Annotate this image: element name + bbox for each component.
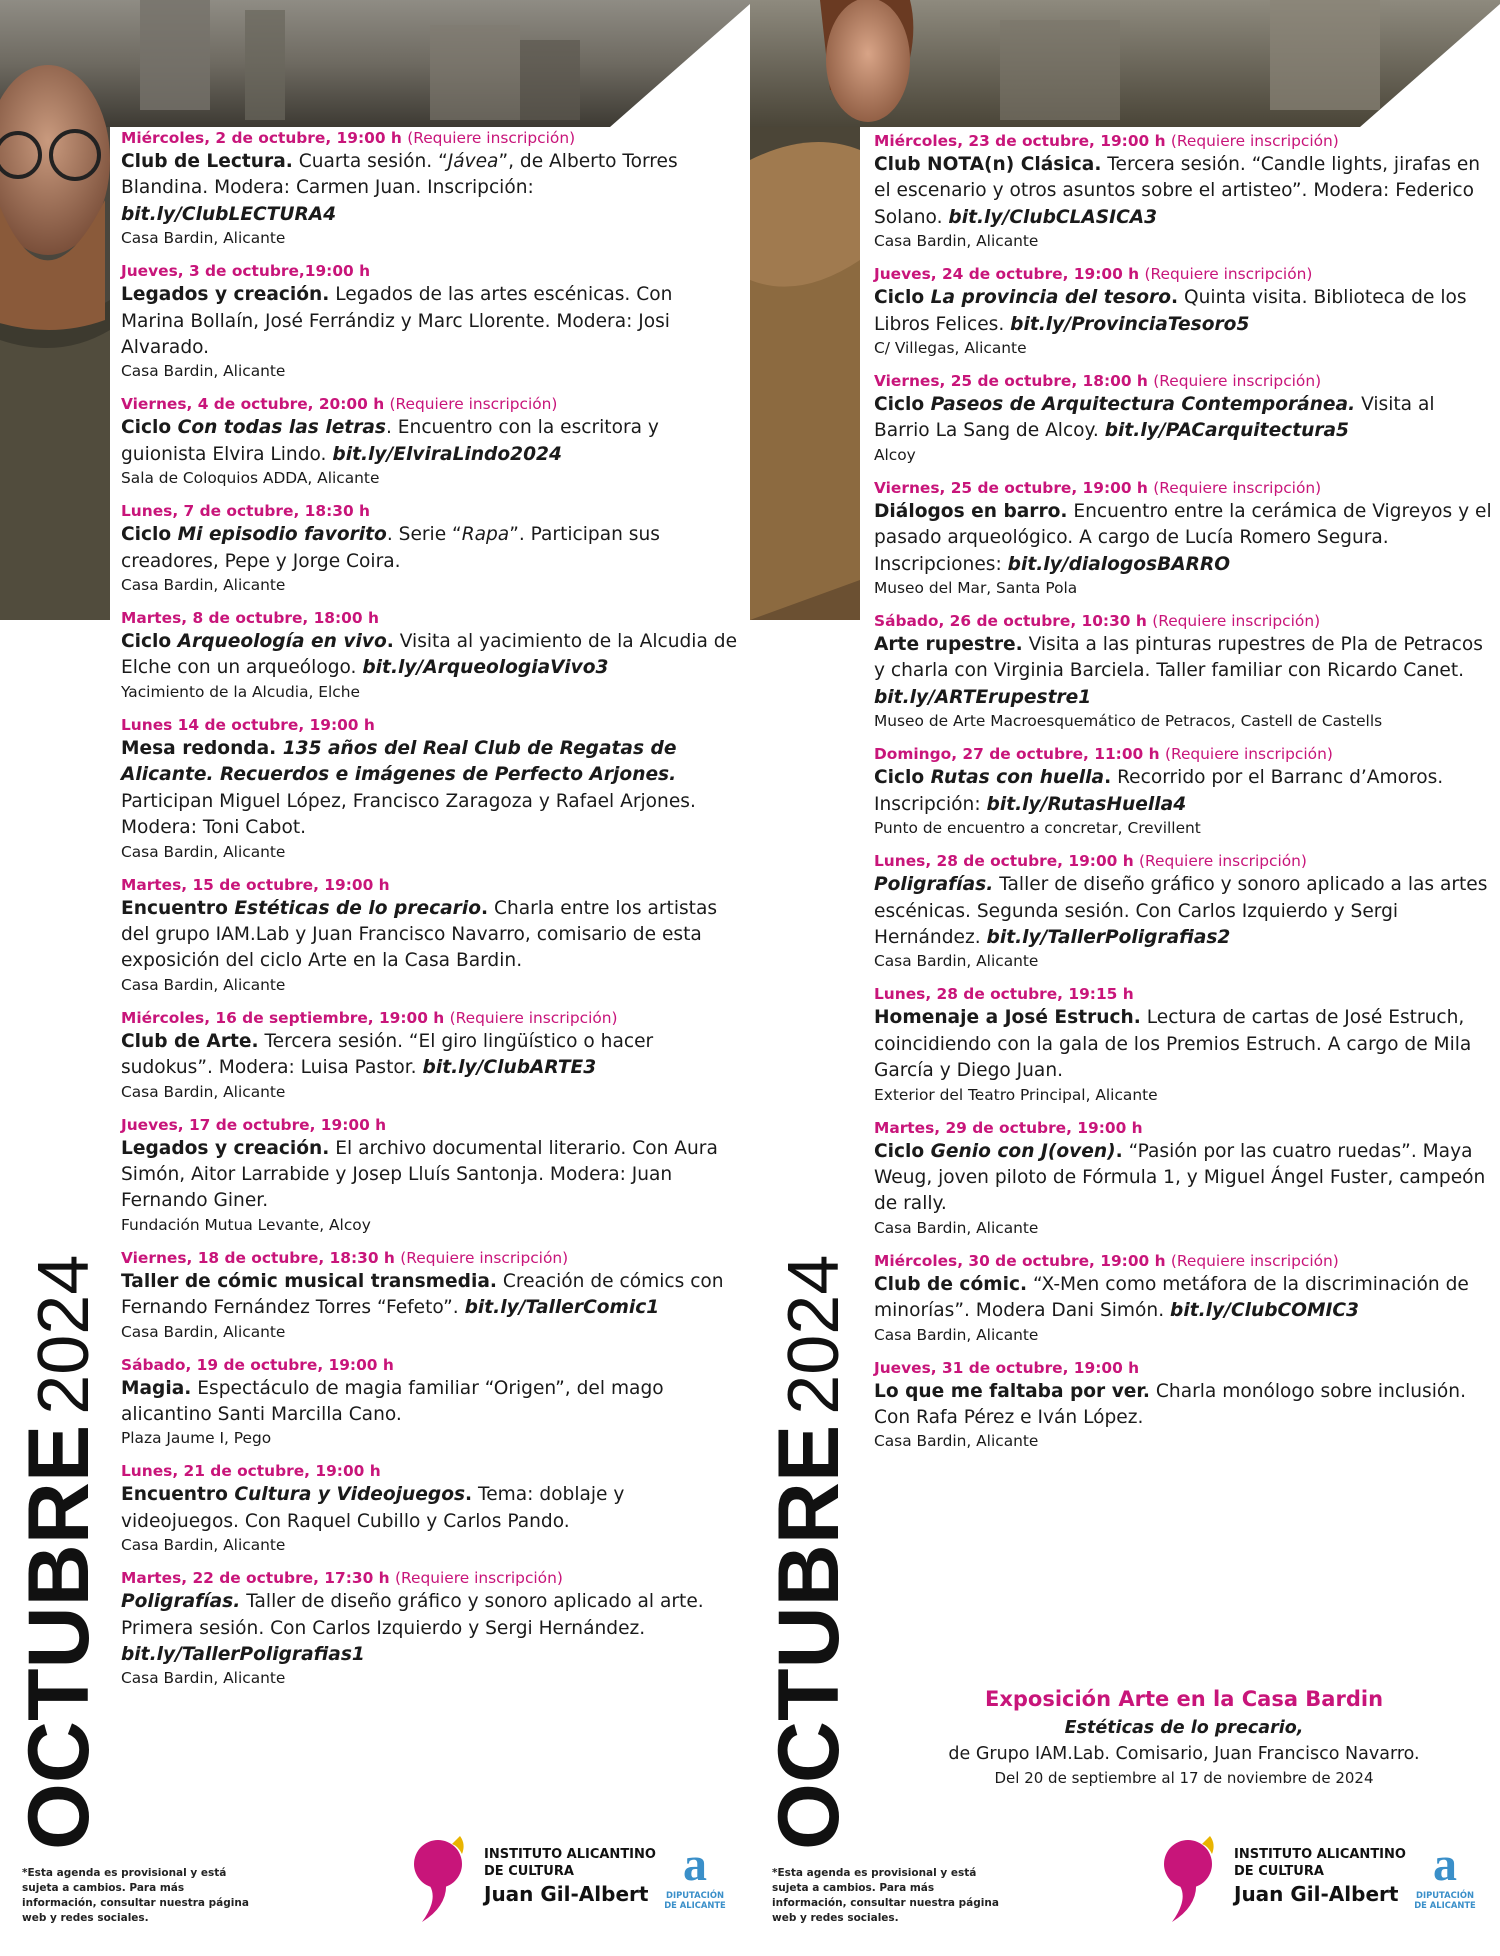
description-segment: Genio con J(oven)	[930, 1140, 1116, 1162]
description-segment: Charla monólogo sobre inclusión. Con Rafa Pérez e Iván López.	[874, 1380, 1466, 1428]
description-segment: Ciclo	[874, 1140, 931, 1162]
event-date	[874, 850, 1494, 872]
description-segment: Diálogos en barro.	[874, 500, 1068, 522]
description-segment: Club de Arte.	[121, 1030, 259, 1052]
event-date-text: Lunes, 21 de octubre, 19:00 h	[121, 1462, 381, 1481]
event-description	[121, 1269, 741, 1322]
institute-logo[interactable]	[408, 1832, 656, 1932]
signup-link[interactable]: bit.ly/TallerPoligrafias1	[121, 1644, 365, 1665]
registration-note: (Requiere inscripción)	[389, 395, 558, 414]
event-date-text: Jueves, 31 de octubre, 19:00 h	[874, 1358, 1140, 1377]
registration-note: (Requiere inscripción)	[1153, 478, 1322, 497]
event-item	[121, 1354, 741, 1450]
partner-line-2: DE ALICANTE	[664, 1900, 726, 1910]
logo-line-1: INSTITUTO ALICANTINO	[484, 1847, 656, 1862]
event-item	[874, 610, 1494, 732]
event-date-text: Jueves, 17 de octubre, 19:00 h	[121, 1115, 387, 1134]
diputacion-text	[660, 1890, 730, 1910]
event-date-text: Domingo, 27 de octubre, 11:00 h	[874, 745, 1160, 764]
partner-line-1: DIPUTACIÓN	[1416, 1890, 1474, 1900]
event-date	[874, 370, 1494, 392]
description-segment: Visita a las pinturas rupestres de Pla de Petracos y charla con Virginia Barciela. Taller familiar con Ricardo Canet.	[874, 634, 1483, 682]
description-segment: Arte rupestre.	[874, 634, 1023, 656]
signup-link[interactable]: bit.ly/ProvinciaTesoro5	[1010, 313, 1250, 335]
comma-logo-icon	[408, 1834, 478, 1924]
event-date-text: Lunes, 28 de octubre, 19:00 h	[874, 852, 1134, 871]
exposition-block	[874, 1683, 1494, 1789]
logo-line-1: INSTITUTO ALICANTINO	[1234, 1847, 1406, 1862]
event-date	[121, 260, 741, 282]
description-segment: Club de cómic.	[874, 1273, 1028, 1295]
event-date-text: Lunes 14 de octubre, 19:00 h	[121, 715, 375, 734]
description-segment: Quinta visita. Biblioteca de los Libros Felices.	[874, 287, 1467, 335]
event-item	[121, 393, 741, 489]
event-description	[121, 629, 741, 682]
registration-note: (Requiere inscripción)	[394, 1569, 563, 1588]
event-item	[874, 1250, 1494, 1346]
description-segment: Taller de cómic musical transmedia.	[121, 1270, 497, 1292]
event-location: Casa Bardin, Alicante	[874, 1218, 1039, 1237]
event-date-text: Sábado, 19 de octubre, 19:00 h	[121, 1355, 394, 1374]
event-date	[874, 610, 1494, 632]
event-date-text: Miércoles, 16 de septiembre, 19:00 h	[121, 1008, 445, 1027]
description-segment: Recorrido por el Barranc d’Amoros. Inscripción:	[874, 767, 1444, 815]
description-segment: Homenaje a José Estruch.	[874, 1007, 1141, 1029]
registration-note: (Requiere inscripción)	[1170, 1251, 1339, 1270]
description-segment: Ciclo	[874, 287, 931, 309]
description-segment: . Encuentro con la escritora y guionista Elvira Lindo.	[121, 417, 659, 465]
event-description	[121, 1589, 741, 1668]
event-description	[121, 282, 741, 361]
event-item	[874, 263, 1494, 359]
description-segment: Taller de diseño gráfico y sonoro aplicado al arte. Primera sesión. Con Carlos Izquierdo y Sergi Hernández.	[121, 1591, 704, 1639]
description-segment: Taller de diseño gráfico y sonoro aplicado a las artes escénicas. Segunda sesión. Con Carlos Izquierdo y Sergi Hernández.	[874, 874, 1488, 948]
description-segment: Encuentro entre la cerámica de Vigreyos y el pasado arqueológico. A cargo de Lucía Romero Segura. Inscripciones:	[874, 500, 1492, 575]
description-segment: .	[386, 631, 394, 653]
signup-link[interactable]: bit.ly/dialogosBARRO	[1007, 553, 1231, 575]
event-description	[874, 392, 1494, 445]
description-segment: Legados y creación.	[121, 1137, 330, 1159]
event-description	[121, 1136, 741, 1215]
description-segment: . Serie “	[386, 524, 462, 546]
event-location: Punto de encuentro a concretar, Crevillent	[874, 819, 1201, 838]
disclaimer-note: *Esta agenda es provisional y está sujeta a cambios. Para más información, consultar nuestra página web y redes sociales.	[22, 1867, 249, 1924]
event-item	[121, 500, 741, 596]
year-text: 2024	[24, 1254, 104, 1415]
event-location: Alcoy	[874, 445, 916, 464]
event-date	[121, 393, 741, 415]
description-segment: Estéticas de lo precario	[234, 897, 481, 919]
month-text: OCTUBRE	[11, 1424, 107, 1850]
event-date	[121, 1354, 741, 1376]
description-segment: Visita al yacimiento de la Alcudia de Elche con un arqueólogo.	[121, 631, 738, 679]
event-date-text: Martes, 22 de octubre, 17:30 h	[121, 1569, 390, 1588]
event-location: Casa Bardin, Alicante	[121, 842, 286, 861]
signup-link[interactable]: bit.ly/ARTErupestre1	[874, 686, 1092, 708]
event-location: Casa Bardin, Alicante	[121, 362, 286, 381]
event-date	[121, 714, 741, 736]
year-text: 2024	[774, 1254, 854, 1415]
description-segment: Lo que me faltaba por ver.	[874, 1380, 1151, 1402]
description-segment: Magia.	[121, 1377, 192, 1399]
event-location: Exterior del Teatro Principal, Alicante	[874, 1085, 1158, 1104]
event-date	[121, 1247, 741, 1269]
description-segment: .	[1115, 1140, 1123, 1162]
event-location: Museo del Mar, Santa Pola	[874, 579, 1078, 598]
description-segment: Visita al Barrio La Sang de Alcoy.	[874, 394, 1435, 442]
description-segment: Espectáculo de magia familiar “Origen”, del mago alicantino Santi Marcilla Cano.	[121, 1377, 664, 1425]
event-item	[874, 1357, 1494, 1453]
event-date-text: Miércoles, 23 de octubre, 19:00 h	[874, 132, 1166, 150]
description-segment: Rapa	[461, 524, 510, 546]
registration-note: (Requiere inscripción)	[1152, 612, 1321, 631]
event-item	[874, 850, 1494, 972]
description-segment: 135 años del Real Club de Regatas de Alicante. Recuerdos e imágenes de Perfecto Arjones.	[121, 737, 677, 786]
vertical-month-title	[11, 1210, 107, 1850]
event-date-text: Martes, 15 de octubre, 19:00 h	[121, 875, 390, 894]
registration-note: (Requiere inscripción)	[1139, 852, 1307, 871]
event-item	[121, 127, 741, 249]
event-location: Casa Bardin, Alicante	[874, 1325, 1039, 1344]
event-date-text: Viernes, 4 de octubre, 20:00 h	[121, 395, 385, 414]
event-description	[121, 736, 741, 842]
description-segment: Ciclo	[874, 394, 931, 416]
event-location: Casa Bardin, Alicante	[121, 229, 286, 248]
institute-logo-right[interactable]	[1158, 1832, 1406, 1932]
event-date-text: Sábado, 26 de octubre, 10:30 h	[874, 612, 1147, 631]
event-description	[121, 415, 741, 468]
event-description	[121, 896, 741, 975]
description-segment: .	[1104, 767, 1112, 789]
registration-note: (Requiere inscripción)	[449, 1008, 618, 1027]
disclaimer-note-right: *Esta agenda es provisional y está sujeta a cambios. Para más información, consultar nuestra página web y redes sociales.	[772, 1867, 999, 1924]
event-description	[121, 522, 741, 575]
event-date	[121, 607, 741, 629]
exposition-title: Exposición Arte en la Casa Bardin	[984, 1687, 1384, 1711]
month-text: OCTUBRE	[761, 1424, 857, 1850]
description-segment: Paseos de Arquitectura Contemporánea.	[930, 394, 1356, 416]
page-right	[750, 0, 1500, 1956]
description-segment: Legados de las artes escénicas. Con Marina Bollaín, José Ferrándiz y Marc Llorente. Modera: Josi Alvarado.	[121, 284, 673, 359]
event-date	[121, 1114, 741, 1136]
description-segment: Poligrafías.	[874, 874, 994, 896]
event-item	[874, 983, 1494, 1105]
event-item	[121, 1007, 741, 1103]
event-date-text: Jueves, 3 de octubre,19:00 h	[121, 262, 371, 281]
event-date-text: Martes, 8 de octubre, 18:00 h	[121, 609, 379, 628]
event-item	[121, 1460, 741, 1556]
event-date	[874, 1357, 1494, 1379]
event-location: Casa Bardin, Alicante	[121, 975, 286, 994]
event-description	[874, 765, 1494, 818]
event-location: Casa Bardin, Alicante	[874, 232, 1039, 251]
event-date-text: Miércoles, 30 de octubre, 19:00 h	[874, 1251, 1166, 1270]
diputacion-a-icon	[1424, 1838, 1466, 1891]
description-segment: Club de Lectura.	[121, 151, 293, 172]
description-segment: Creación de cómics con Fernando Fernández Torres “Fefeto”.	[121, 1270, 724, 1319]
event-item	[874, 130, 1494, 252]
event-date-text: Jueves, 24 de octubre, 19:00 h	[874, 265, 1145, 284]
description-segment: Mesa redonda.	[121, 737, 283, 759]
event-location: Casa Bardin, Alicante	[874, 1432, 1039, 1451]
event-item	[874, 1117, 1494, 1239]
description-segment: .	[1171, 287, 1179, 309]
description-segment: Jávea	[447, 151, 499, 172]
diputacion-logo-right[interactable]	[1410, 1840, 1480, 1920]
event-date	[874, 743, 1494, 765]
svg-text:OCTUBRE2024	[761, 1255, 857, 1850]
event-date-text: Viernes, 25 de octubre, 19:00 h	[874, 478, 1148, 497]
event-location: Casa Bardin, Alicante	[121, 1322, 286, 1341]
logo-text	[1234, 1846, 1406, 1908]
event-item	[121, 607, 741, 703]
event-list-right	[874, 130, 1494, 1463]
event-location: Casa Bardin, Alicante	[121, 1082, 286, 1101]
event-description	[874, 152, 1494, 231]
octubre-2024-vertical	[11, 1210, 107, 1850]
event-description	[874, 1005, 1494, 1084]
description-segment: Club NOTA(n) Clásica.	[874, 154, 1102, 175]
description-segment: La provincia del tesoro	[930, 287, 1171, 309]
event-location: Plaza Jaume I, Pego	[121, 1429, 272, 1448]
logo-line-3: Juan Gil-Albert	[1234, 1882, 1399, 1906]
description-segment: Ciclo	[874, 767, 931, 789]
event-location: Casa Bardin, Alicante	[121, 1536, 286, 1555]
event-item	[121, 1567, 741, 1689]
description-segment: Arqueología en vivo	[177, 631, 387, 653]
description-segment: Lectura de cartas de José Estruch, coincidiendo con la gala de los Premios Estruch. A cargo de Mila García y Diego Juan.	[874, 1007, 1472, 1082]
event-location: Yacimiento de la Alcudia, Elche	[121, 682, 360, 701]
svg-text:a: a	[683, 1838, 707, 1891]
registration-note: (Requiere inscripción)	[1144, 265, 1313, 284]
signup-link[interactable]: bit.ly/ClubCOMIC3	[1170, 1300, 1359, 1322]
signup-link[interactable]: bit.ly/ClubCLASICA3	[948, 206, 1158, 228]
registration-note: (Requiere inscripción)	[1170, 132, 1339, 150]
description-segment: Legados y creación.	[121, 284, 330, 306]
signup-link[interactable]: bit.ly/ClubLECTURA4	[121, 203, 337, 225]
event-description	[874, 1272, 1494, 1325]
logo-line-2: DE CULTURA	[484, 1864, 574, 1879]
event-description	[874, 1139, 1494, 1218]
description-segment: Tema: doblaje y videojuegos. Con Raquel Cubillo y Carlos Pando.	[121, 1484, 625, 1532]
description-segment: Cuarta sesión. “	[292, 151, 448, 172]
event-description	[874, 632, 1494, 711]
event-location: Fundación Mutua Levante, Alcoy	[121, 1215, 371, 1234]
signup-link[interactable]: bit.ly/PACarquitectura5	[1104, 420, 1349, 442]
event-date	[121, 1007, 741, 1029]
event-description	[121, 149, 741, 228]
event-item	[121, 1247, 741, 1343]
description-segment: Mi episodio favorito	[177, 524, 387, 546]
event-description	[121, 1482, 741, 1535]
event-description	[874, 285, 1494, 338]
event-item	[121, 260, 741, 382]
event-item	[121, 874, 741, 996]
signup-link[interactable]: bit.ly/TallerPoligrafias2	[986, 926, 1231, 948]
event-description	[121, 1376, 741, 1429]
event-location: C/ Villegas, Alicante	[874, 339, 1027, 358]
octubre-2024-vertical-right	[761, 1210, 857, 1850]
description-segment: Ciclo	[121, 417, 178, 439]
description-segment: Ciclo	[121, 524, 178, 546]
registration-note: (Requiere inscripción)	[400, 1248, 569, 1267]
description-segment: ”. Participan sus creadores, Pepe y Jorge Coira.	[121, 524, 660, 572]
event-date	[874, 983, 1494, 1005]
event-date-text: Lunes, 7 de octubre, 18:30 h	[121, 502, 370, 521]
event-description	[121, 1029, 741, 1082]
event-description	[874, 872, 1494, 951]
svg-text:OCTUBRE2024	[11, 1255, 107, 1850]
event-date-text: Lunes, 28 de octubre, 19:15 h	[874, 985, 1134, 1004]
comma-logo-icon	[1158, 1834, 1228, 1924]
partner-line-1: DIPUTACIÓN	[666, 1890, 724, 1900]
exposition-dates: Del 20 de septiembre al 17 de noviembre de 2024	[994, 1769, 1374, 1787]
diputacion-logo[interactable]	[660, 1840, 730, 1920]
description-segment: .	[481, 897, 489, 919]
description-segment: Rutas con huella	[930, 767, 1105, 789]
description-segment: “X-Men como metáfora de la discriminación de minorías”. Modera Dani Simón.	[874, 1273, 1469, 1322]
event-date	[874, 1117, 1494, 1139]
vertical-month-title-right	[761, 1210, 857, 1850]
signup-link[interactable]: bit.ly/ArqueologiaVivo3	[362, 657, 609, 679]
registration-note: (Requiere inscripción)	[407, 129, 576, 147]
description-segment: Tercera sesión. “Candle lights, jirafas en el escenario y otros asuntos sobre el artisteo”. Modera: Federico Solano.	[874, 154, 1481, 228]
diputacion-a-icon	[674, 1838, 716, 1891]
description-segment: Participan Miguel López, Francisco Zaragoza y Rafael Arjones. Modera: Toni Cabot.	[121, 790, 696, 839]
event-item	[121, 714, 741, 863]
event-date	[121, 1460, 741, 1482]
event-date-text: Viernes, 25 de octubre, 18:00 h	[874, 372, 1154, 391]
logo-line-3: Juan Gil-Albert	[484, 1882, 649, 1906]
exposition-byline: de Grupo IAM.Lab. Comisario, Juan Francisco Navarro.	[948, 1744, 1420, 1764]
event-date	[874, 263, 1494, 285]
signup-link[interactable]: bit.ly/TallerComic1	[464, 1297, 660, 1319]
description-segment: “Pasión por las cuatro ruedas”. Maya Weug, joven piloto de Fórmula 1, y Miguel Ángel Fuster, campeón de rally.	[874, 1140, 1486, 1215]
event-item	[874, 477, 1494, 599]
logo-line-2: DE CULTURA	[1234, 1864, 1324, 1879]
diputacion-text	[1410, 1890, 1480, 1910]
description-segment: Poligrafías.	[121, 1591, 241, 1613]
registration-note: (Requiere inscripción)	[1153, 372, 1322, 391]
event-date	[874, 130, 1494, 152]
description-segment: Tercera sesión. “El giro lingüístico o hacer sudokus”. Modera: Luisa Pastor.	[121, 1030, 654, 1079]
event-date	[121, 500, 741, 522]
description-segment: Con todas las letras	[177, 417, 386, 439]
partner-line-2: DE ALICANTE	[1414, 1900, 1476, 1910]
event-item	[874, 743, 1494, 839]
description-segment: Ciclo	[121, 631, 178, 653]
event-date	[121, 127, 741, 149]
event-date-text: Viernes, 18 de octubre, 18:30 h	[121, 1248, 395, 1267]
event-description	[874, 1379, 1494, 1432]
signup-link[interactable]: bit.ly/ElviraLindo2024	[332, 443, 562, 465]
description-segment: .	[465, 1484, 473, 1506]
event-location: Casa Bardin, Alicante	[874, 952, 1039, 971]
event-item	[874, 370, 1494, 466]
signup-link[interactable]: bit.ly/RutasHuella4	[986, 793, 1187, 815]
description-segment: Encuentro	[121, 1484, 235, 1506]
svg-text:a: a	[1433, 1838, 1457, 1891]
description-segment: El archivo documental literario. Con Aura Simón, Aitor Larrabide y Josep Lluís Santonja. Modera: Juan Fernando Giner.	[121, 1137, 718, 1212]
description-segment: Cultura y Videojuegos	[234, 1484, 466, 1506]
event-date-text: Miércoles, 2 de octubre, 19:00 h	[121, 129, 402, 147]
event-date-text: Martes, 29 de octubre, 19:00 h	[874, 1118, 1143, 1137]
description-segment: Encuentro	[121, 897, 235, 919]
event-description	[874, 499, 1494, 578]
event-list-left	[121, 127, 741, 1700]
event-location: Casa Bardin, Alicante	[121, 1669, 286, 1688]
signup-link[interactable]: bit.ly/ClubARTE3	[422, 1057, 597, 1079]
event-location: Casa Bardin, Alicante	[121, 576, 286, 595]
event-item	[121, 1114, 741, 1236]
event-date	[121, 1567, 741, 1589]
event-date	[121, 874, 741, 896]
logo-text	[484, 1846, 656, 1908]
exposition-subtitle: Estéticas de lo precario,	[1064, 1718, 1304, 1738]
event-location: Museo de Arte Macroesquemático de Petracos, Castell de Castells	[874, 712, 1383, 731]
event-date	[874, 477, 1494, 499]
description-segment: Charla entre los artistas del grupo IAM.Lab y Juan Francisco Navarro, comisario de esta exposición del ciclo Arte en la Casa Bardin.	[121, 897, 718, 972]
registration-note: (Requiere inscripción)	[1164, 745, 1333, 764]
description-segment: ”, de Alberto Torres Blandina. Modera: Carmen Juan. Inscripción:	[121, 151, 678, 199]
event-location: Sala de Coloquios ADDA, Alicante	[121, 469, 380, 488]
event-date	[874, 1250, 1494, 1272]
